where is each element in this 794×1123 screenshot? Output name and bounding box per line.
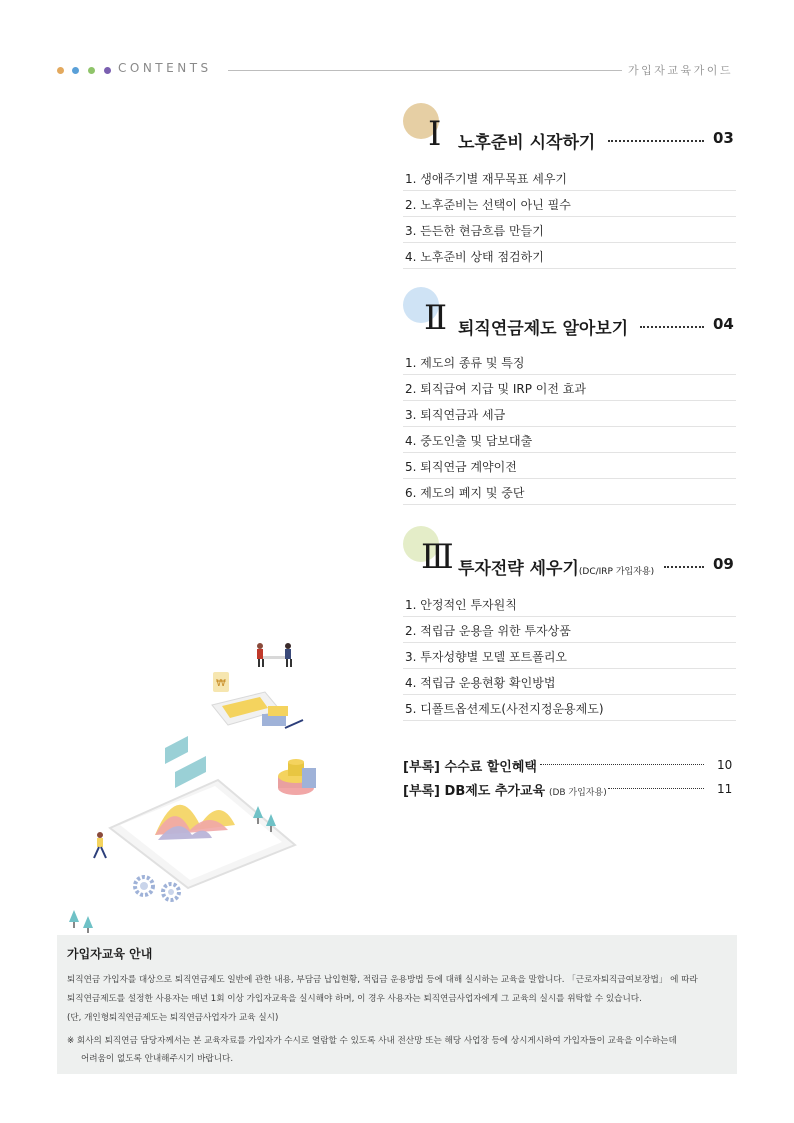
toc-item[interactable]: 1. 안정적인 투자원칙 bbox=[403, 591, 736, 617]
info-paragraph: 퇴직연금 가입자를 대상으로 퇴직연금제도 일반에 관한 내용, 부담금 납입현황, 적립금 운용방법 등에 대해 실시하는 교육을 말합니다. 「근로자퇴직급여보장법」 에 따라 bbox=[67, 975, 698, 985]
section-page: 03 bbox=[713, 129, 734, 147]
toc-item[interactable]: 5. 퇴직연금 계약이전 bbox=[403, 453, 736, 479]
section-numeral: Ⅲ bbox=[421, 537, 454, 577]
toc-item[interactable]: 3. 퇴직연금과 세금 bbox=[403, 401, 736, 427]
toc-item[interactable]: 2. 적립금 운용을 위한 투자상품 bbox=[403, 617, 736, 643]
guide-title: 가입자교육가이드 bbox=[628, 64, 734, 77]
gear-icon bbox=[135, 877, 179, 900]
dot-icon bbox=[57, 67, 64, 74]
info-note: ※ 회사의 퇴직연금 담당자께서는 본 교육자료를 가입자가 수시로 열람할 수 있도록 사내 전산망 또는 해당 사업장 등에 상시게시하여 가입자들이 교육을 이수하는데 bbox=[67, 1036, 677, 1046]
toc-item[interactable]: 6. 제도의 폐지 및 중단 bbox=[403, 479, 736, 505]
section-title[interactable]: 투자전략 세우기(DC/IRP 가입자용) bbox=[458, 559, 655, 579]
appendix-item[interactable]: [부록] 수수료 할인혜택 bbox=[403, 760, 537, 775]
toc-item[interactable]: 1. 생애주기별 재무목표 세우기 bbox=[403, 165, 736, 191]
education-info-box bbox=[57, 935, 737, 1074]
leader-dots bbox=[640, 326, 704, 328]
toc-item[interactable]: 1. 제도의 종류 및 특징 bbox=[403, 349, 736, 375]
appendix-page: 11 bbox=[717, 782, 733, 796]
speech-bubble-icon bbox=[165, 736, 206, 788]
toc-item[interactable]: 3. 투자성향별 모델 포트폴리오 bbox=[403, 643, 736, 669]
contents-label: CONTENTS bbox=[118, 61, 212, 75]
toc-item[interactable]: 4. 노후준비 상태 점검하기 bbox=[403, 243, 736, 269]
retirement-illustration bbox=[60, 630, 340, 935]
toc-item[interactable]: 2. 노후준비는 선택이 아닌 필수 bbox=[403, 191, 736, 217]
info-paragraph: (단, 개인형퇴직연금제도는 퇴직연금사업자가 교육 실시) bbox=[67, 1013, 279, 1023]
dot-icon bbox=[88, 67, 95, 74]
toc-item[interactable]: 4. 중도인출 및 담보대출 bbox=[403, 427, 736, 453]
pie-chart-icon bbox=[278, 759, 316, 795]
toc-item[interactable]: 5. 디폴트옵션제도(사전지정운용제도) bbox=[403, 695, 736, 721]
section-title[interactable]: 노후준비 시작하기 bbox=[458, 133, 596, 153]
meeting-people-icon bbox=[257, 643, 292, 667]
section-numeral: Ⅰ bbox=[428, 114, 442, 154]
section-title[interactable]: 퇴직연금제도 알아보기 bbox=[458, 319, 629, 339]
section-numeral: Ⅱ bbox=[424, 298, 448, 338]
section-page: 04 bbox=[713, 315, 734, 333]
leader-dots bbox=[608, 140, 704, 142]
dot-icon bbox=[72, 67, 79, 74]
toc-item[interactable]: 3. 든든한 현금흐름 만들기 bbox=[403, 217, 736, 243]
header-rule bbox=[228, 70, 622, 71]
leader-dots bbox=[540, 764, 704, 765]
info-paragraph: 퇴직연금제도를 설정한 사용자는 매년 1회 이상 가입자교육을 실시해야 하며, 이 경우 사용자는 퇴직연금사업자에게 그 교육의 실시를 위탁할 수 있습니다. bbox=[67, 994, 642, 1004]
appendix-item[interactable]: [부록] DB제도 추가교육 (DB 가입자용) bbox=[403, 784, 607, 799]
toc-item[interactable]: 2. 퇴직급여 지급 및 IRP 이전 효과 bbox=[403, 375, 736, 401]
toc-item[interactable]: 4. 적립금 운용현황 확인방법 bbox=[403, 669, 736, 695]
leader-dots bbox=[608, 788, 704, 789]
dot-icon bbox=[104, 67, 111, 74]
info-title: 가입자교육 안내 bbox=[67, 947, 153, 961]
info-note: 어려움이 없도록 안내해주시기 바랍니다. bbox=[81, 1054, 234, 1064]
books-icon bbox=[262, 706, 303, 728]
leader-dots bbox=[664, 566, 704, 568]
person-icon bbox=[94, 832, 106, 858]
phone-icon bbox=[110, 780, 295, 888]
section-page: 09 bbox=[713, 555, 734, 573]
appendix-page: 10 bbox=[717, 758, 733, 772]
svg-text:₩: ₩ bbox=[216, 678, 226, 689]
